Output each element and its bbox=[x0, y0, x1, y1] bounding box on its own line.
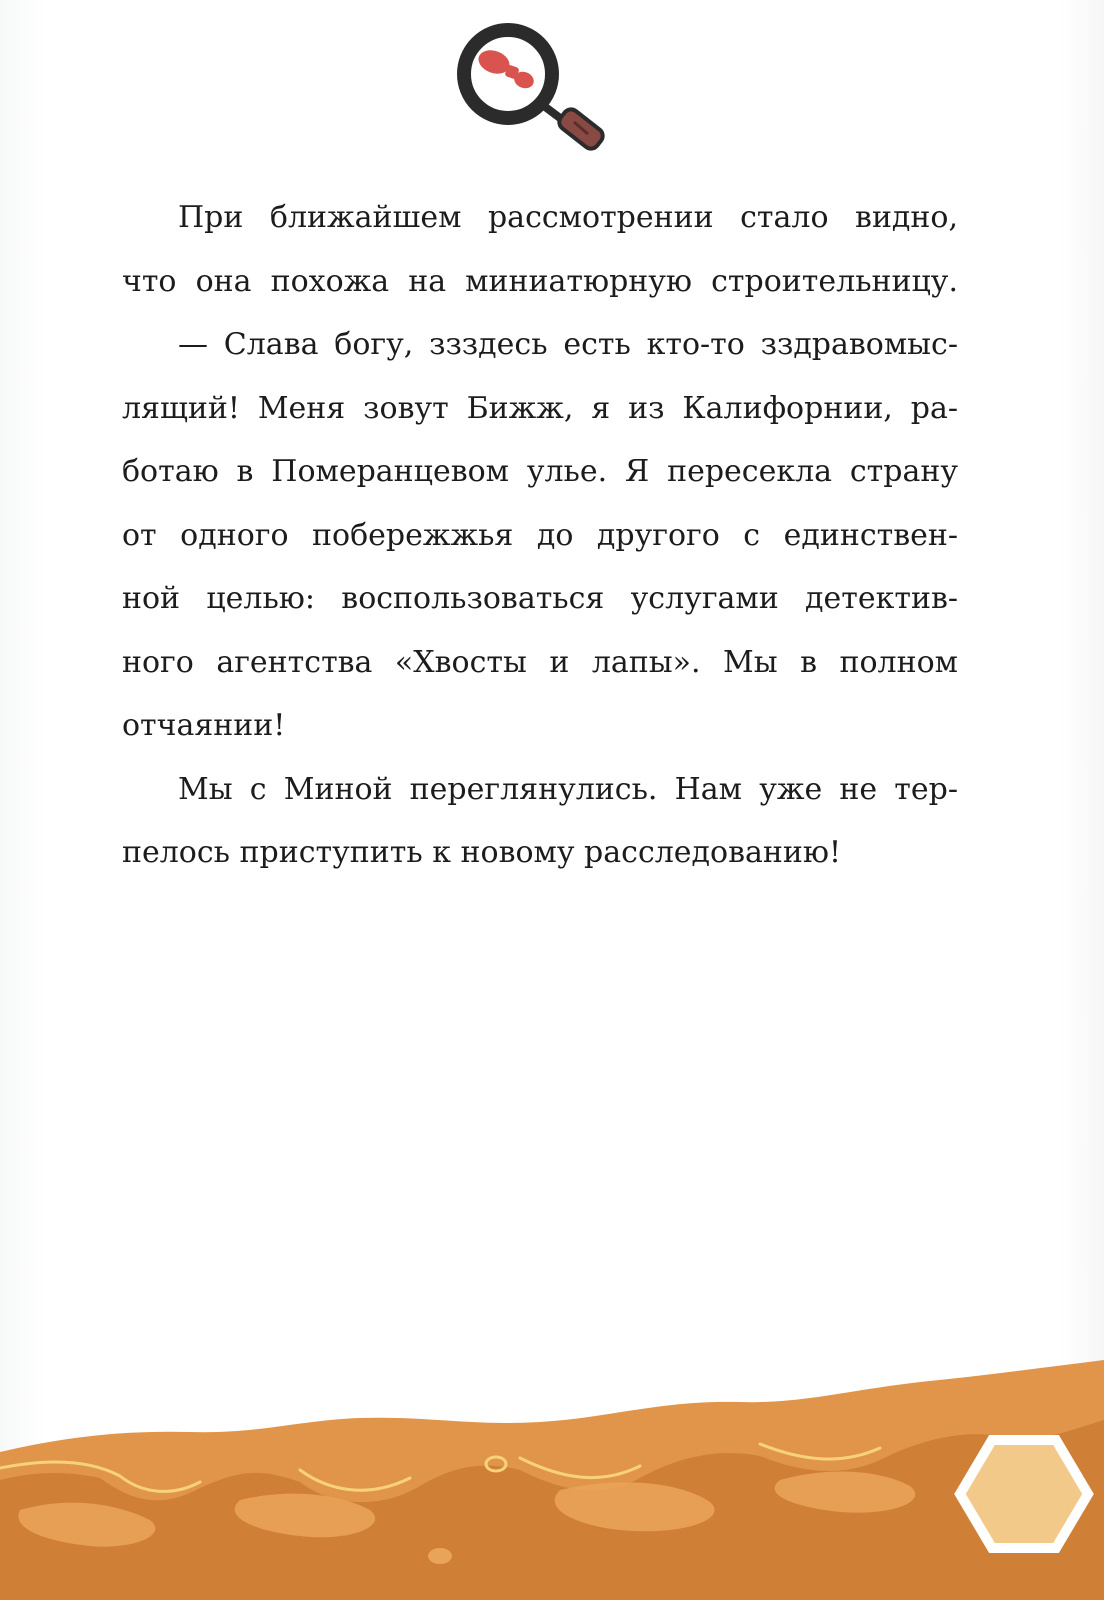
text-line: Мы с Миной переглянулись. Нам уже не тер- bbox=[178, 771, 958, 807]
honeycomb-bottom-decoration bbox=[0, 1360, 1104, 1600]
magnifier-handle bbox=[544, 106, 606, 152]
text-line: — Слава богу, ззздесь есть кто-то зздравомыс- bbox=[178, 327, 958, 362]
text-line: ботаю в Померанцевом улье. Я пересекла страну bbox=[122, 454, 958, 489]
text-line: что она похожа на миниатюрную строительницу. bbox=[122, 263, 958, 299]
text-line: лящий! Меня зовут Бижж, я из Калифорнии, ра- bbox=[122, 390, 958, 426]
text-line: от одного побережжья до другого с единствен- bbox=[122, 517, 958, 553]
magnifier-footprint-icon bbox=[446, 22, 616, 162]
hexagon-icon bbox=[960, 1440, 1088, 1548]
text-line: отчаянии! bbox=[122, 708, 286, 743]
text-line: пелось приступить к новому расследованию! bbox=[122, 835, 842, 870]
text-line: При ближайшем рассмотрении стало видно, bbox=[178, 200, 958, 235]
text-line: ного агентства «Хвосты и лапы». Мы в полном bbox=[122, 644, 958, 680]
body-text bbox=[122, 186, 958, 885]
text-line: ной целью: воспользоваться услугами детектив- bbox=[122, 581, 958, 616]
